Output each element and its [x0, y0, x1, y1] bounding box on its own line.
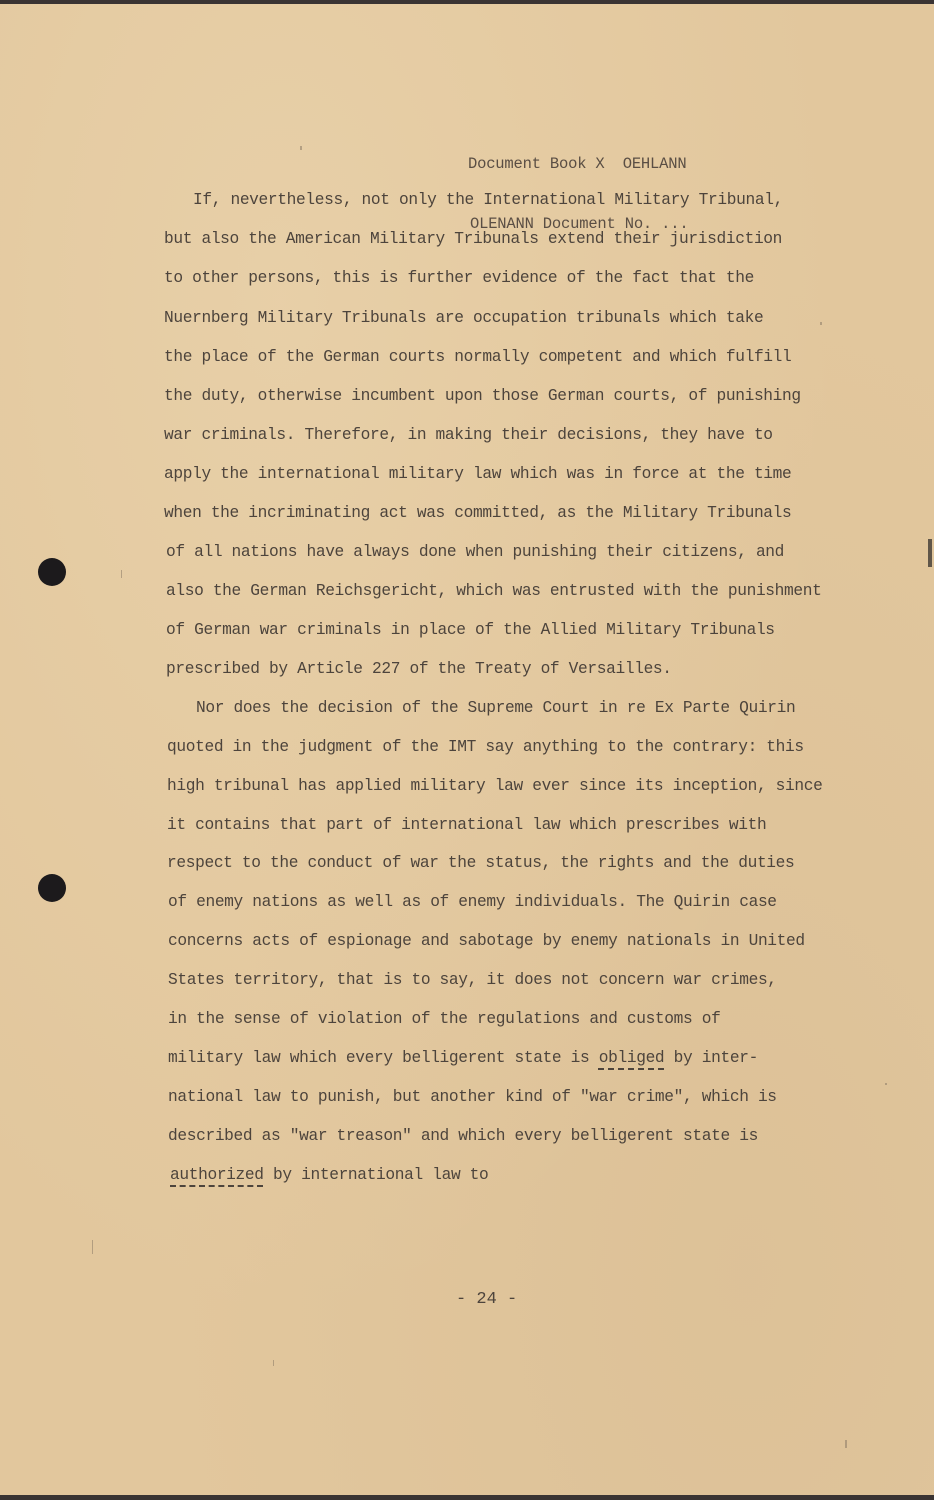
text-line	[168, 1048, 758, 1068]
paper-speck	[121, 570, 122, 578]
text-line: of German war criminals in place of the Allied Military Tribunals	[166, 621, 775, 639]
text-line: high tribunal has applied military law ever since its inception, since	[167, 777, 823, 795]
text-line: war criminals. Therefore, in making their decisions, they have to	[164, 426, 773, 444]
page-number: - 24 -	[456, 1290, 518, 1309]
paper-speck	[273, 1360, 274, 1366]
underlined-word-obliged: obliged	[598, 1049, 665, 1067]
text-line: when the incriminating act was committed, as the Military Tribunals	[164, 504, 792, 522]
paper-speck	[820, 322, 822, 325]
text-line: concerns acts of espionage and sabotage by enemy nationals in United	[168, 932, 805, 950]
text-segment: by international law to	[263, 1166, 489, 1184]
text-line: States territory, that is to say, it does not concern war crimes,	[168, 971, 777, 989]
text-line: also the German Reichsgericht, which was entrusted with the punishment	[166, 582, 822, 600]
text-line: Nor does the decision of the Supreme Court in re Ex Parte Quirin	[196, 699, 796, 717]
text-line: in the sense of violation of the regulations and customs of	[168, 1010, 721, 1028]
text-line: Nuernberg Military Tribunals are occupation tribunals which take	[164, 309, 764, 327]
text-line: the place of the German courts normally competent and which fulfill	[164, 348, 792, 366]
paper-speck	[845, 1440, 847, 1448]
text-line: described as "war treason" and which every belligerent state is	[168, 1127, 758, 1145]
text-line: but also the American Military Tribunals extend their jurisdiction	[164, 230, 783, 248]
paper-speck	[928, 539, 932, 567]
document-page	[0, 4, 934, 1495]
text-line: prescribed by Article 227 of the Treaty of Versailles.	[166, 660, 672, 678]
underlined-word-authorized: authorized	[170, 1166, 264, 1184]
punch-hole-bottom	[38, 874, 66, 902]
text-line: national law to punish, but another kind of "war crime", which is	[168, 1088, 777, 1106]
text-line: the duty, otherwise incumbent upon those German courts, of punishing	[164, 387, 801, 405]
text-line: to other persons, this is further evidence of the fact that the	[164, 269, 754, 287]
text-line: of all nations have always done when punishing their citizens, and	[166, 543, 785, 561]
text-line: of enemy nations as well as of enemy individuals. The Quirin case	[168, 893, 777, 911]
paper-speck	[300, 146, 302, 150]
paper-speck	[885, 1083, 887, 1085]
text-line: If, nevertheless, not only the International Military Tribunal,	[193, 191, 783, 209]
text-segment: by inter-	[664, 1049, 758, 1067]
text-line: it contains that part of international law which prescribes with	[167, 816, 767, 834]
header-document-number: OLENANN Document No. ...	[470, 215, 689, 233]
punch-hole-top	[38, 558, 66, 586]
text-line: quoted in the judgment of the IMT say anything to the contrary: this	[167, 738, 804, 756]
text-line: apply the international military law which was in force at the time	[164, 465, 792, 483]
text-segment: military law which every belligerent state is	[168, 1049, 599, 1067]
paper-speck	[92, 1240, 93, 1254]
text-line	[170, 1165, 488, 1185]
header-document-book: Document Book X OEHLANN	[468, 155, 687, 173]
text-line: respect to the conduct of war the status, the rights and the duties	[167, 854, 795, 872]
